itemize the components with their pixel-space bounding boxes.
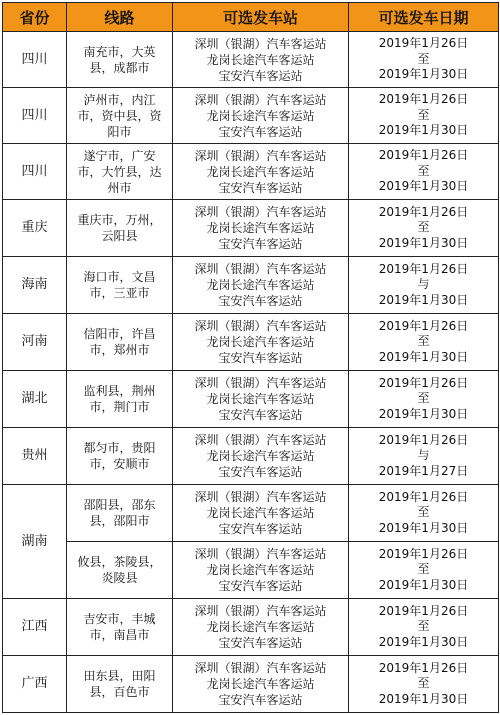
cell-stations-line: 深圳（银湖）汽车客运站 [194,376,327,390]
cell-stations [173,144,349,200]
cell-stations [173,257,349,314]
cell-dates [349,144,499,200]
cell-route-line: 泸州市，内江 [83,92,156,107]
cell-dates-line: 2019年1月26日 [378,148,469,163]
cell-province: 四川 [3,88,67,144]
cell-dates-line: 至 [417,51,430,66]
cell-dates [349,599,499,656]
cell-route-line: 南充市，大英 [83,44,156,59]
cell-route-line: 田东县，田阳 [83,669,156,683]
cell-province: 湖北 [3,371,67,428]
table-row [3,371,499,428]
cell-route-line: 云阳县 [101,229,138,243]
route-table [2,2,499,713]
cell-dates-line: 2019年1月26日 [378,204,469,219]
cell-dates [349,485,499,542]
cell-province: 广西 [3,656,67,713]
cell-stations-line: 深圳（银湖）汽车客运站 [194,604,327,618]
cell-dates-line: 2019年1月30日 [378,123,469,138]
cell-stations-line: 深圳（银湖）汽车客运站 [194,547,327,561]
cell-dates [349,542,499,599]
cell-dates-line: 2019年1月26日 [378,375,469,390]
cell-province: 重庆 [3,200,67,257]
cell-stations [173,428,349,485]
cell-stations-line: 龙岗长途汽车客运站 [206,563,315,577]
cell-dates-line: 与 [417,277,430,292]
cell-stations [173,599,349,656]
cell-stations-line: 龙岗长途汽车客运站 [206,335,315,349]
table-row [3,32,499,88]
cell-route [67,599,173,656]
cell-route-line: 炎陵县 [101,571,138,585]
cell-route-line: 县，成都市 [89,60,150,75]
cell-stations-line: 龙岗长途汽车客运站 [206,392,315,406]
cell-dates-line: 2019年1月26日 [378,489,469,504]
cell-stations [173,371,349,428]
cell-dates-line: 2019年1月26日 [378,546,469,561]
header-row [3,3,499,32]
cell-stations-line: 深圳（银湖）汽车客运站 [194,205,327,219]
cell-route-line: 市，三亚市 [89,286,150,300]
cell-dates [349,371,499,428]
cell-route [67,485,173,542]
cell-route-line: 海口市，文昌 [83,270,156,284]
cell-dates-line: 2019年1月30日 [378,292,469,307]
cell-dates-line: 2019年1月26日 [378,261,469,276]
cell-dates-line: 至 [417,505,430,520]
cell-stations-line: 龙岗长途汽车客运站 [206,278,315,292]
cell-stations-line: 宝安汽车客运站 [218,294,303,308]
cell-dates-line: 2019年1月26日 [378,92,469,107]
cell-route-line: 重庆市，万州， [77,213,162,227]
header-stations: 可选发车站 [173,3,349,32]
cell-stations-line: 深圳（银湖）汽车客运站 [194,661,327,675]
cell-stations-line: 深圳（银湖）汽车客运站 [194,262,327,276]
cell-dates-line: 至 [417,562,430,577]
cell-stations-line: 宝安汽车客运站 [218,124,303,139]
cell-dates-line: 至 [417,334,430,349]
cell-dates-line: 至 [417,619,430,634]
cell-dates [349,257,499,314]
cell-route [67,314,173,371]
cell-dates [349,200,499,257]
cell-dates [349,314,499,371]
cell-route-line: 都匀市，贵阳 [83,441,156,455]
cell-route-line: 市，南昌市 [89,628,150,642]
cell-route-line: 邵阳县，邵东 [83,498,156,512]
cell-dates [349,428,499,485]
cell-dates-line: 至 [417,107,430,122]
cell-dates-line: 2019年1月26日 [378,432,469,447]
cell-dates-line: 2019年1月30日 [378,349,469,364]
table-row [3,542,499,599]
cell-stations [173,485,349,542]
cell-dates [349,88,499,144]
table-row [3,257,499,314]
header-dates: 可选发车日期 [349,3,499,32]
cell-stations-line: 宝安汽车客运站 [218,68,303,83]
cell-dates-line: 2019年1月30日 [378,634,469,649]
cell-stations [173,542,349,599]
cell-dates-line: 2019年1月30日 [378,520,469,535]
cell-route-line: 市，郑州市 [89,343,150,357]
cell-stations-line: 龙岗长途汽车客运站 [206,52,315,67]
header-province: 省份 [3,3,67,32]
cell-province: 四川 [3,144,67,200]
cell-stations-line: 龙岗长途汽车客运站 [206,620,315,634]
cell-stations [173,32,349,88]
cell-stations-line: 宝安汽车客运站 [218,237,303,251]
cell-stations [173,656,349,713]
cell-dates-line: 至 [417,163,430,178]
cell-dates-line: 2019年1月30日 [378,406,469,421]
cell-route [67,88,173,144]
cell-route [67,428,173,485]
cell-stations-line: 龙岗长途汽车客运站 [206,449,315,463]
cell-province: 湖南 [3,485,67,599]
cell-route-line: 市，资中县，资 [77,108,162,123]
table-row [3,485,499,542]
cell-stations [173,200,349,257]
cell-route-line: 攸县，茶陵县， [77,555,162,569]
cell-province: 河南 [3,314,67,371]
cell-route-line: 市，荆门市 [89,400,150,414]
cell-route [67,32,173,88]
cell-dates-line: 2019年1月26日 [378,318,469,333]
cell-route [67,656,173,713]
cell-province: 江西 [3,599,67,656]
cell-stations-line: 宝安汽车客运站 [218,408,303,422]
table-row [3,599,499,656]
cell-stations-line: 深圳（银湖）汽车客运站 [194,319,327,333]
cell-stations-line: 龙岗长途汽车客运站 [206,221,315,235]
cell-stations-line: 深圳（银湖）汽车客运站 [194,433,327,447]
table-body [3,32,499,713]
cell-route-line: 县，百色市 [89,685,150,699]
cell-dates-line: 与 [417,448,430,463]
cell-dates-line: 2019年1月26日 [378,603,469,618]
table-row [3,144,499,200]
cell-route-line: 县，邵阳市 [89,514,150,528]
cell-stations-line: 龙岗长途汽车客运站 [206,506,315,520]
cell-route [67,371,173,428]
cell-stations-line: 宝安汽车客运站 [218,636,303,650]
cell-stations [173,314,349,371]
cell-route-line: 信阳市，许昌 [83,327,156,341]
cell-route [67,200,173,257]
cell-stations-line: 龙岗长途汽车客运站 [206,677,315,691]
cell-route [67,542,173,599]
cell-stations-line: 龙岗长途汽车客运站 [206,164,315,179]
cell-stations-line: 宝安汽车客运站 [218,693,303,707]
cell-stations-line: 深圳（银湖）汽车客运站 [194,92,327,107]
cell-dates-line: 至 [417,391,430,406]
cell-dates-line: 2019年1月30日 [378,179,469,194]
cell-dates [349,656,499,713]
cell-dates-line: 2019年1月30日 [378,577,469,592]
cell-dates-line: 至 [417,220,430,235]
cell-province: 贵州 [3,428,67,485]
cell-dates-line: 2019年1月26日 [378,36,469,51]
cell-dates-line: 2019年1月30日 [378,235,469,250]
cell-route-line: 吉安市，丰城 [83,612,156,626]
cell-stations-line: 深圳（银湖）汽车客运站 [194,148,327,163]
table-row [3,200,499,257]
cell-stations-line: 深圳（银湖）汽车客运站 [194,490,327,504]
cell-stations-line: 龙岗长途汽车客运站 [206,108,315,123]
cell-stations-line: 宝安汽车客运站 [218,522,303,536]
cell-route [67,257,173,314]
cell-route [67,144,173,200]
cell-route-line: 州市 [107,180,132,195]
table-row [3,88,499,144]
table-row [3,314,499,371]
cell-stations-line: 宝安汽车客运站 [218,465,303,479]
cell-stations-line: 宝安汽车客运站 [218,351,303,365]
cell-stations-line: 宝安汽车客运站 [218,579,303,593]
cell-dates [349,32,499,88]
cell-dates-line: 2019年1月26日 [378,660,469,675]
cell-stations-line: 宝安汽车客运站 [218,180,303,195]
cell-dates-line: 2019年1月30日 [378,691,469,706]
cell-route-line: 监利县，荆州 [83,384,156,398]
table-row [3,656,499,713]
cell-dates-line: 2019年1月27日 [378,463,469,478]
cell-dates-line: 2019年1月30日 [378,67,469,82]
cell-stations [173,88,349,144]
cell-route-line: 市，大竹县，达 [77,164,162,179]
cell-province: 四川 [3,32,67,88]
table-row [3,428,499,485]
cell-dates-line: 至 [417,676,430,691]
cell-route-line: 遂宁市，广安 [83,148,156,163]
cell-route-line: 阳市 [107,124,132,139]
cell-route-line: 市，安顺市 [89,457,150,471]
header-route: 线路 [67,3,173,32]
cell-province: 海南 [3,257,67,314]
cell-stations-line: 深圳（银湖）汽车客运站 [194,36,327,51]
